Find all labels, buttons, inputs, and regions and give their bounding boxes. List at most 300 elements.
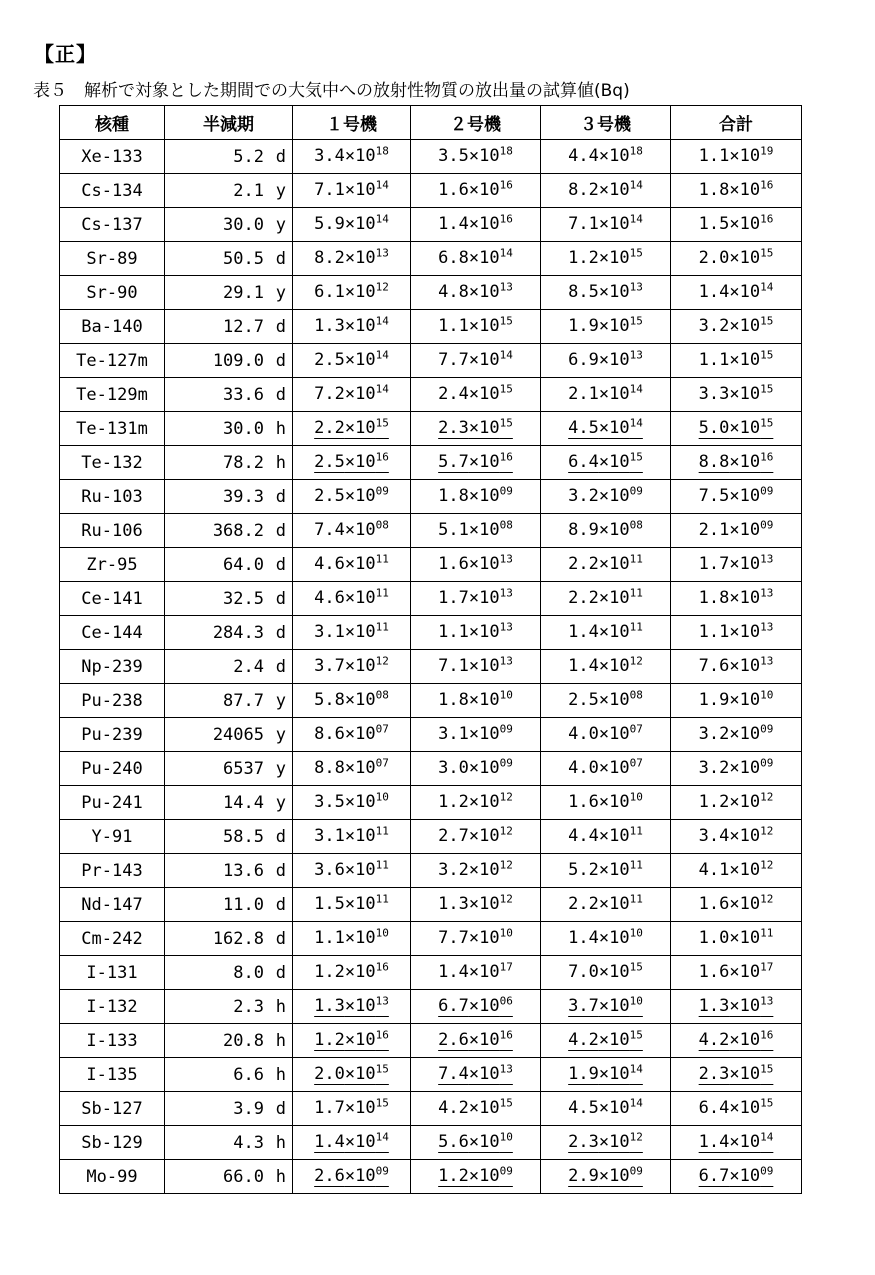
mantissa: 7.5 <box>698 486 730 506</box>
unit3-value-cell <box>541 990 671 1024</box>
total-value <box>699 384 774 405</box>
exponent: 14 <box>375 382 389 396</box>
table-row <box>60 718 802 752</box>
unit2-value <box>438 724 513 745</box>
exponent: 14 <box>629 416 643 430</box>
times-ten: ×10 <box>729 588 761 608</box>
times-ten: ×10 <box>468 622 500 642</box>
mantissa: 2.7 <box>438 826 469 846</box>
mantissa: 6.4 <box>698 1098 730 1118</box>
mantissa: 1.2 <box>698 792 730 812</box>
unit3-value-cell <box>541 684 671 718</box>
unit1-value-cell <box>293 1126 411 1160</box>
unit3-value <box>568 724 643 745</box>
exponent: 10 <box>375 926 389 940</box>
total-value-cell <box>671 446 802 480</box>
total-value <box>699 282 774 303</box>
table-row <box>60 378 802 412</box>
times-ten: ×10 <box>729 724 761 744</box>
unit1-value-cell <box>293 820 411 854</box>
unit2-value-cell <box>411 990 541 1024</box>
exponent: 13 <box>499 620 513 634</box>
mantissa: 4.0 <box>568 758 599 778</box>
times-ten: ×10 <box>598 690 630 710</box>
mantissa: 6.7 <box>698 1166 730 1186</box>
mantissa: 1.0 <box>698 928 730 948</box>
exponent: 11 <box>629 620 643 634</box>
exponent: 11 <box>375 586 389 600</box>
mantissa: 4.6 <box>314 588 345 608</box>
times-ten: ×10 <box>468 316 500 336</box>
half-life-value: 6537 <box>223 758 264 779</box>
half-life-cell <box>165 276 293 310</box>
unit2-value <box>438 690 513 711</box>
unit2-value <box>438 996 513 1017</box>
half-life-unit: h <box>275 996 286 1017</box>
unit1-value-cell <box>293 242 411 276</box>
unit2-value <box>438 588 513 609</box>
unit1-value-cell <box>293 310 411 344</box>
unit1-value <box>314 588 389 609</box>
exponent: 11 <box>629 892 643 906</box>
mantissa: 1.3 <box>314 996 345 1016</box>
unit1-value <box>314 826 389 847</box>
unit3-value <box>568 350 643 371</box>
half-life-unit: d <box>275 384 286 405</box>
times-ten: ×10 <box>598 996 630 1016</box>
unit3-value-cell <box>541 140 671 174</box>
exponent: 09 <box>375 484 389 498</box>
exponent: 15 <box>375 416 389 430</box>
unit2-value <box>438 180 513 201</box>
mantissa: 1.7 <box>698 554 730 574</box>
times-ten: ×10 <box>729 214 761 234</box>
half-life-value: 78.2 <box>223 452 264 473</box>
header-unit-3: ３号機 <box>541 106 671 140</box>
times-ten: ×10 <box>344 724 376 744</box>
exponent: 11 <box>629 858 643 872</box>
total-value-cell <box>671 310 802 344</box>
half-life-cell <box>165 684 293 718</box>
unit2-value <box>438 214 513 235</box>
unit2-value <box>438 146 513 167</box>
unit3-value-cell <box>541 378 671 412</box>
half-life-value: 39.3 <box>223 486 264 507</box>
unit3-value-cell <box>541 650 671 684</box>
half-life-value: 12.7 <box>223 316 264 337</box>
mantissa: 3.4 <box>698 826 730 846</box>
times-ten: ×10 <box>598 928 630 948</box>
unit2-value-cell <box>411 650 541 684</box>
unit3-value <box>568 146 643 167</box>
nuclide-cell: Ce-144 <box>60 616 165 650</box>
times-ten: ×10 <box>344 656 376 676</box>
times-ten: ×10 <box>598 1030 630 1050</box>
times-ten: ×10 <box>729 520 761 540</box>
table-row <box>60 412 802 446</box>
mantissa: 4.4 <box>568 826 599 846</box>
times-ten: ×10 <box>344 928 376 948</box>
times-ten: ×10 <box>468 860 500 880</box>
half-life-unit: d <box>275 656 286 677</box>
mantissa: 1.1 <box>314 928 345 948</box>
nuclide-cell: Cs-137 <box>60 208 165 242</box>
times-ten: ×10 <box>468 350 500 370</box>
unit2-value <box>438 962 513 983</box>
unit1-value-cell <box>293 548 411 582</box>
nuclide-cell: Pr-143 <box>60 854 165 888</box>
unit3-value-cell <box>541 820 671 854</box>
total-value <box>699 214 774 235</box>
times-ten: ×10 <box>598 1166 630 1186</box>
mantissa: 6.4 <box>568 452 599 472</box>
total-value-cell <box>671 854 802 888</box>
times-ten: ×10 <box>344 792 376 812</box>
table-row <box>60 752 802 786</box>
mantissa: 7.2 <box>314 384 345 404</box>
unit3-value <box>568 656 643 677</box>
mantissa: 3.6 <box>314 860 345 880</box>
mantissa: 4.1 <box>698 860 730 880</box>
mantissa: 7.1 <box>568 214 599 234</box>
exponent: 12 <box>760 790 774 804</box>
exponent: 15 <box>760 246 774 260</box>
unit3-value <box>568 1030 643 1051</box>
half-life-unit: y <box>275 214 286 235</box>
unit3-value <box>568 248 643 269</box>
times-ten: ×10 <box>729 554 761 574</box>
mantissa: 3.4 <box>314 146 345 166</box>
mantissa: 3.5 <box>438 146 469 166</box>
mantissa: 3.1 <box>438 724 469 744</box>
mantissa: 1.2 <box>438 1166 469 1186</box>
mantissa: 6.8 <box>438 248 469 268</box>
table-row <box>60 1058 802 1092</box>
unit1-value <box>314 758 389 779</box>
times-ten: ×10 <box>344 486 376 506</box>
mantissa: 8.8 <box>314 758 345 778</box>
unit2-value <box>438 792 513 813</box>
unit3-value <box>568 554 643 575</box>
times-ten: ×10 <box>468 418 500 438</box>
exponent: 10 <box>629 994 643 1008</box>
unit2-value-cell <box>411 854 541 888</box>
times-ten: ×10 <box>729 350 761 370</box>
half-life-unit: h <box>275 1132 286 1153</box>
nuclide-cell: Sb-129 <box>60 1126 165 1160</box>
times-ten: ×10 <box>729 690 761 710</box>
unit3-value-cell <box>541 786 671 820</box>
times-ten: ×10 <box>468 248 500 268</box>
times-ten: ×10 <box>729 316 761 336</box>
unit3-value <box>568 282 643 303</box>
half-life-value: 2.1 <box>233 180 264 201</box>
exponent: 15 <box>760 314 774 328</box>
times-ten: ×10 <box>468 282 500 302</box>
table-row <box>60 888 802 922</box>
mantissa: 8.6 <box>314 724 345 744</box>
table-caption: 表５ 解析で対象とした期間での大気中への放射性物質の放出量の試算値(Bq) <box>33 81 630 101</box>
exponent: 18 <box>629 144 643 158</box>
total-value-cell <box>671 1092 802 1126</box>
times-ten: ×10 <box>729 962 761 982</box>
unit1-value <box>314 146 389 167</box>
half-life-value: 50.5 <box>223 248 264 269</box>
table-row <box>60 310 802 344</box>
exponent: 17 <box>499 960 513 974</box>
nuclide-cell: Sr-90 <box>60 276 165 310</box>
unit2-value-cell <box>411 786 541 820</box>
unit3-value-cell <box>541 310 671 344</box>
unit1-value <box>314 316 389 337</box>
exponent: 11 <box>375 620 389 634</box>
half-life-unit: y <box>275 690 286 711</box>
table-row <box>60 1126 802 1160</box>
mantissa: 1.4 <box>568 622 599 642</box>
exponent: 11 <box>629 824 643 838</box>
exponent: 13 <box>499 552 513 566</box>
nuclide-cell: Np-239 <box>60 650 165 684</box>
unit3-value <box>568 588 643 609</box>
unit2-value-cell <box>411 310 541 344</box>
half-life-value: 58.5 <box>223 826 264 847</box>
unit1-value <box>314 384 389 405</box>
times-ten: ×10 <box>468 690 500 710</box>
mantissa: 1.3 <box>314 316 345 336</box>
times-ten: ×10 <box>468 758 500 778</box>
half-life-unit: d <box>275 962 286 983</box>
half-life-value: 13.6 <box>223 860 264 881</box>
half-life-cell <box>165 990 293 1024</box>
unit2-value <box>438 282 513 303</box>
times-ten: ×10 <box>344 452 376 472</box>
half-life-value: 33.6 <box>223 384 264 405</box>
unit1-value-cell <box>293 582 411 616</box>
unit3-value <box>568 758 643 779</box>
half-life-unit: d <box>275 248 286 269</box>
header-total: 合計 <box>671 106 802 140</box>
unit1-value <box>314 724 389 745</box>
times-ten: ×10 <box>468 214 500 234</box>
times-ten: ×10 <box>468 180 500 200</box>
times-ten: ×10 <box>468 996 500 1016</box>
unit3-value-cell <box>541 208 671 242</box>
unit1-value-cell <box>293 616 411 650</box>
nuclide-cell: Cs-134 <box>60 174 165 208</box>
unit2-value <box>438 1030 513 1051</box>
mantissa: 5.6 <box>438 1132 469 1152</box>
mantissa: 1.9 <box>698 690 730 710</box>
total-value <box>699 146 774 167</box>
times-ten: ×10 <box>598 350 630 370</box>
exponent: 15 <box>760 382 774 396</box>
mantissa: 1.8 <box>698 588 730 608</box>
half-life-unit: h <box>275 1030 286 1051</box>
nuclide-cell: Ce-141 <box>60 582 165 616</box>
unit1-value-cell <box>293 922 411 956</box>
times-ten: ×10 <box>344 1132 376 1152</box>
mantissa: 5.2 <box>568 860 599 880</box>
unit2-value <box>438 656 513 677</box>
times-ten: ×10 <box>729 622 761 642</box>
total-value <box>699 350 774 371</box>
unit3-value-cell <box>541 548 671 582</box>
unit2-value-cell <box>411 378 541 412</box>
unit2-value <box>438 418 513 439</box>
exponent: 16 <box>499 178 513 192</box>
unit3-value <box>568 1132 643 1153</box>
times-ten: ×10 <box>468 384 500 404</box>
nuclide-cell: I-135 <box>60 1058 165 1092</box>
mantissa: 2.3 <box>698 1064 730 1084</box>
unit1-value-cell <box>293 854 411 888</box>
unit3-value-cell <box>541 956 671 990</box>
exponent: 13 <box>760 586 774 600</box>
mantissa: 1.2 <box>314 962 345 982</box>
unit2-value-cell <box>411 548 541 582</box>
total-value <box>699 928 774 949</box>
half-life-cell <box>165 480 293 514</box>
mantissa: 3.7 <box>314 656 345 676</box>
times-ten: ×10 <box>598 316 630 336</box>
half-life-value: 20.8 <box>223 1030 264 1051</box>
half-life-cell <box>165 174 293 208</box>
exponent: 09 <box>760 756 774 770</box>
exponent: 16 <box>499 1028 513 1042</box>
unit1-value-cell <box>293 140 411 174</box>
unit3-value <box>568 1098 643 1119</box>
unit3-value-cell <box>541 1024 671 1058</box>
nuclide-cell: I-132 <box>60 990 165 1024</box>
unit3-value <box>568 316 643 337</box>
times-ten: ×10 <box>598 1098 630 1118</box>
total-value <box>699 724 774 745</box>
mantissa: 1.1 <box>438 316 469 336</box>
half-life-unit: h <box>275 418 286 439</box>
unit2-value <box>438 1132 513 1153</box>
total-value-cell <box>671 514 802 548</box>
unit3-value-cell <box>541 1126 671 1160</box>
exponent: 14 <box>629 1062 643 1076</box>
unit1-value-cell <box>293 378 411 412</box>
exponent: 14 <box>375 212 389 226</box>
unit2-value <box>438 452 513 473</box>
exponent: 13 <box>629 348 643 362</box>
exponent: 14 <box>629 178 643 192</box>
unit3-value <box>568 860 643 881</box>
unit2-value <box>438 622 513 643</box>
half-life-cell <box>165 820 293 854</box>
times-ten: ×10 <box>344 146 376 166</box>
total-value-cell <box>671 820 802 854</box>
mantissa: 1.4 <box>568 928 599 948</box>
total-value <box>699 1166 774 1187</box>
exponent: 08 <box>629 518 643 532</box>
mantissa: 1.6 <box>698 894 730 914</box>
exponent: 13 <box>375 994 389 1008</box>
exponent: 11 <box>375 892 389 906</box>
half-life-value: 29.1 <box>223 282 264 303</box>
unit3-value <box>568 622 643 643</box>
mantissa: 4.8 <box>438 282 469 302</box>
unit3-value-cell <box>541 446 671 480</box>
exponent: 09 <box>629 1164 643 1178</box>
mantissa: 3.7 <box>568 996 599 1016</box>
half-life-value: 11.0 <box>223 894 264 915</box>
total-value <box>699 758 774 779</box>
table-row <box>60 548 802 582</box>
mantissa: 4.5 <box>568 418 599 438</box>
total-value-cell <box>671 616 802 650</box>
exponent: 14 <box>375 314 389 328</box>
table-row <box>60 174 802 208</box>
mantissa: 5.8 <box>314 690 345 710</box>
mantissa: 7.4 <box>438 1064 469 1084</box>
total-value <box>699 588 774 609</box>
exponent: 07 <box>629 756 643 770</box>
exponent: 13 <box>499 280 513 294</box>
exponent: 10 <box>375 790 389 804</box>
total-value <box>699 1098 774 1119</box>
exponent: 09 <box>629 484 643 498</box>
unit1-value-cell <box>293 412 411 446</box>
total-value-cell <box>671 174 802 208</box>
nuclide-cell: Ru-103 <box>60 480 165 514</box>
mantissa: 3.1 <box>314 826 345 846</box>
mantissa: 7.6 <box>698 656 730 676</box>
times-ten: ×10 <box>468 486 500 506</box>
unit2-value-cell <box>411 888 541 922</box>
half-life-cell <box>165 412 293 446</box>
mantissa: 1.2 <box>314 1030 345 1050</box>
times-ten: ×10 <box>598 622 630 642</box>
mantissa: 4.6 <box>314 554 345 574</box>
exponent: 14 <box>629 382 643 396</box>
times-ten: ×10 <box>598 180 630 200</box>
half-life-unit: d <box>275 588 286 609</box>
unit3-value-cell <box>541 412 671 446</box>
times-ten: ×10 <box>468 962 500 982</box>
unit3-value <box>568 690 643 711</box>
unit1-value-cell <box>293 718 411 752</box>
exponent: 09 <box>375 1164 389 1178</box>
unit2-value <box>438 520 513 541</box>
total-value <box>699 792 774 813</box>
times-ten: ×10 <box>344 894 376 914</box>
times-ten: ×10 <box>598 1064 630 1084</box>
exponent: 11 <box>375 824 389 838</box>
total-value-cell <box>671 888 802 922</box>
mantissa: 1.3 <box>698 996 730 1016</box>
nuclide-cell: Te-131m <box>60 412 165 446</box>
total-value <box>699 486 774 507</box>
unit1-value <box>314 792 389 813</box>
exponent: 14 <box>375 348 389 362</box>
exponent: 14 <box>760 1130 774 1144</box>
half-life-unit: y <box>275 180 286 201</box>
unit1-value-cell <box>293 480 411 514</box>
exponent: 10 <box>499 1130 513 1144</box>
exponent: 13 <box>375 246 389 260</box>
total-value-cell <box>671 684 802 718</box>
mantissa: 1.8 <box>438 690 469 710</box>
times-ten: ×10 <box>598 384 630 404</box>
table-row <box>60 1092 802 1126</box>
unit1-value-cell <box>293 786 411 820</box>
half-life-cell <box>165 140 293 174</box>
total-value-cell <box>671 480 802 514</box>
unit1-value <box>314 1166 389 1187</box>
